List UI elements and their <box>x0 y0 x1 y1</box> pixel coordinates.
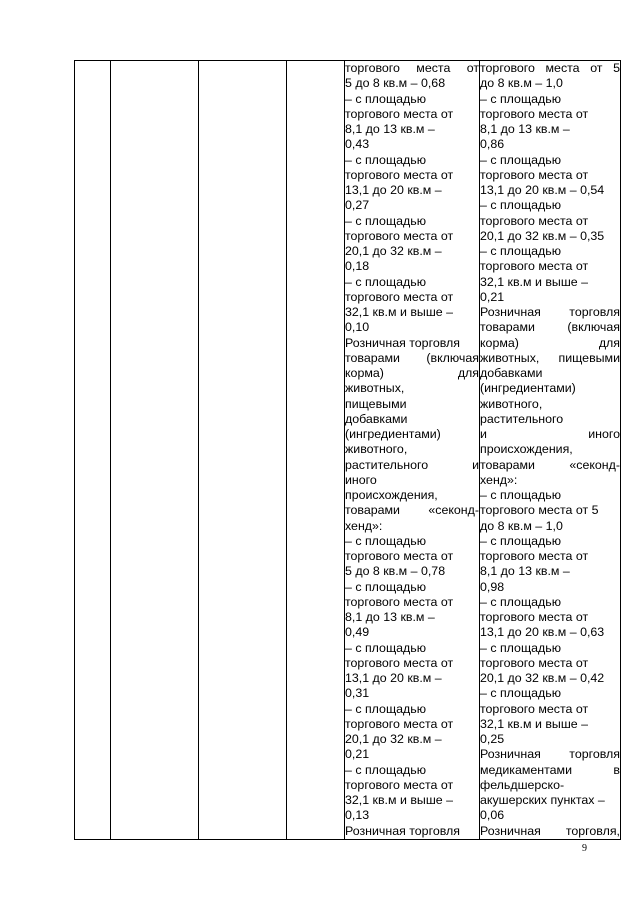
cell-text-line: 0,21 <box>480 289 505 304</box>
cell-text-line: – с площадью <box>480 488 562 502</box>
cell-text-line: происхождения, <box>480 442 573 457</box>
cell-text-line: медикаментами в <box>480 762 620 777</box>
cell-text-line: торгового места от <box>345 716 454 731</box>
cell-text-line: товарами «секонд- <box>480 457 620 472</box>
cell-text-line: животных, <box>345 381 405 396</box>
cell-text-line: торгового места от <box>345 61 479 75</box>
cell-text-line: 8,1 до 13 кв.м – <box>480 564 570 579</box>
cell-text-line: 32,1 кв.м и выше – <box>480 274 588 289</box>
cell-text-line: пищевыми <box>345 396 407 411</box>
cell-text-line: товарами (включая <box>345 350 479 365</box>
cell-text-line: торгового места от <box>480 213 589 228</box>
cell-text-line: 0,31 <box>345 686 370 701</box>
cell-text-line: Розничная торговля <box>480 747 620 762</box>
cell-text-line: торгового места от 5 <box>480 503 599 518</box>
cell-text-line: 0,25 <box>480 732 505 746</box>
cell-text-line: торгового места от <box>345 289 454 304</box>
cell-text-line: 5 до 8 кв.м – 0,78 <box>345 564 446 579</box>
cell-text-line: 13,1 до 20 кв.м – <box>345 671 442 685</box>
cell-text-line: происхождения, <box>345 488 438 502</box>
cell-text-line: торгового места от <box>480 167 589 182</box>
cell-text-line: животного, <box>480 396 543 411</box>
cell-text-line: 32,1 кв.м и выше – <box>480 716 588 731</box>
cell-text-line: – с площадью <box>345 152 427 167</box>
cell-text-line: корма) для <box>480 335 620 350</box>
cell-text-line: и иного <box>480 427 620 441</box>
cell-text-line: торгового места от <box>345 594 454 609</box>
cell-text-line: акушерских пунктах – <box>480 793 605 807</box>
cell-text-line: 8,1 до 13 кв.м – <box>345 122 435 136</box>
cell-text-line: – с площадью <box>345 579 427 594</box>
cell-text-line: 0,98 <box>480 579 505 594</box>
cell-text-line: добавками <box>345 411 408 426</box>
cell-text-line: торгового места от <box>345 228 454 243</box>
cell-text-line: 20,1 до 32 кв.м – <box>345 732 442 746</box>
cell-text-line: – с площадью <box>480 640 562 655</box>
cell-text-line: хенд»: <box>480 472 518 487</box>
cell-text-line: 0,10 <box>345 320 370 335</box>
cell-text-line: Розничная торговля <box>345 335 460 350</box>
cell-text-line: 13,1 до 20 кв.м – <box>345 183 442 197</box>
cell-text-line: – с площадью <box>345 762 427 777</box>
page-number: 9 <box>582 843 587 854</box>
cell-text-line: растительного <box>480 411 564 426</box>
cell-text-line: торгового места от <box>345 777 454 792</box>
table-cell-col2 <box>111 61 199 840</box>
table-cell-col4 <box>287 61 345 840</box>
cell-text-line: – с площадью <box>345 533 427 548</box>
cell-text-line: – с площадью <box>345 91 427 106</box>
cell-text-line: торгового места от <box>480 701 589 716</box>
tariff-table <box>74 60 621 840</box>
cell-text-line: (ингредиентами) <box>345 427 441 441</box>
cell-text-line: 0,49 <box>345 625 370 640</box>
cell-text-line: (ингредиентами) <box>480 381 576 396</box>
cell-text-line: Розничная торговля, <box>480 823 620 838</box>
cell-text-line: 0,86 <box>480 137 505 152</box>
cell-text-line: Розничная торговля <box>480 305 620 319</box>
cell-text-line: торгового места от <box>480 655 589 670</box>
cell-text-line: 0,13 <box>345 808 370 823</box>
cell-text-line: – с площадью <box>480 91 562 106</box>
cell-text-line: 13,1 до 20 кв.м – 0,63 <box>480 625 605 640</box>
cell-text-line: торгового места от 5 <box>480 61 620 75</box>
cell-text-line: торгового места от <box>480 106 589 121</box>
cell-text-line: 8,1 до 13 кв.м – <box>480 122 570 136</box>
cell-text-line: – с площадью <box>345 213 427 228</box>
cell-text-line: иного <box>345 472 377 487</box>
cell-text-line: 0,06 <box>480 808 505 823</box>
cell-text-line: товарами (включая <box>480 320 620 335</box>
cell-text-line: – с площадью <box>345 274 427 289</box>
cell-text-line: – с площадью <box>345 701 427 716</box>
cell-text-line: – с площадью <box>480 244 562 258</box>
cell-text-line: Розничная торговля <box>345 823 460 838</box>
cell-text-line: – с площадью <box>480 198 562 213</box>
cell-text-line: торгового места от <box>345 167 454 182</box>
cell-text-line: до 8 кв.м – 1,0 <box>480 76 563 91</box>
cell-text-line: хенд»: <box>345 518 383 533</box>
table-cell-col6 <box>480 61 621 840</box>
cell-text-line: 0,27 <box>345 198 370 213</box>
cell-text-line: животного, <box>345 442 408 457</box>
cell-text-line: фельдшерско- <box>480 777 565 792</box>
cell-text-line: корма) для <box>345 366 479 380</box>
cell-text-line: – с площадью <box>480 533 562 548</box>
cell-text-line: торгового места от <box>345 655 454 670</box>
cell-text-line: – с площадью <box>480 594 562 609</box>
cell-text-line: 0,18 <box>345 259 370 274</box>
cell-text-line: 8,1 до 13 кв.м – <box>345 610 435 624</box>
cell-text-line: торгового места от <box>345 106 454 121</box>
cell-text-line: 32,1 кв.м и выше – <box>345 793 453 807</box>
cell-text-line: до 8 кв.м – 1,0 <box>480 518 563 533</box>
cell-text-line: торгового места от <box>480 549 589 563</box>
cell-text-line: торгового места от <box>345 549 454 563</box>
cell-text-line: животных, пищевыми <box>480 350 620 365</box>
cell-text-line: добавками <box>480 366 543 380</box>
cell-text-line: 13,1 до 20 кв.м – 0,54 <box>480 183 605 197</box>
cell-text-line: – с площадью <box>480 152 562 167</box>
cell-text-line: торгового места от <box>480 610 589 624</box>
cell-text-line: 0,21 <box>345 747 370 762</box>
table-cell-col3 <box>199 61 287 840</box>
cell-text-line: 5 до 8 кв.м – 0,68 <box>345 76 446 91</box>
cell-text-line: 20,1 до 32 кв.м – 0,35 <box>480 228 605 243</box>
cell-text-line: товарами «секонд- <box>345 503 479 518</box>
cell-text-line: – с площадью <box>345 640 427 655</box>
table-row <box>75 61 621 840</box>
table-cell-col1 <box>75 61 111 840</box>
table-cell-col5 <box>345 61 480 840</box>
cell-text-line: торгового места от <box>480 259 589 274</box>
cell-text-line: растительного и <box>345 457 479 472</box>
cell-text-line: 0,43 <box>345 137 370 152</box>
cell-text-line: 32,1 кв.м и выше – <box>345 305 453 319</box>
cell-text-line: 20,1 до 32 кв.м – 0,42 <box>480 671 605 685</box>
cell-text-line: 20,1 до 32 кв.м – <box>345 244 442 258</box>
cell-text-line: – с площадью <box>480 686 562 701</box>
